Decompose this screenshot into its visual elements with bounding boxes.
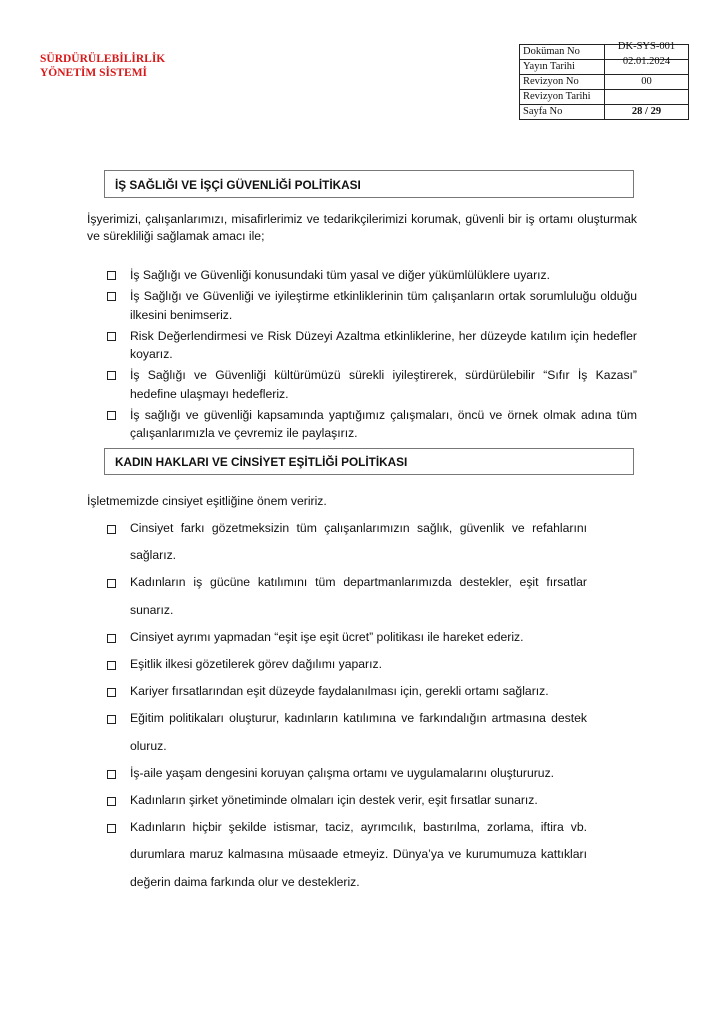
checkbox-bullet-icon [107,411,116,420]
checkbox-bullet-icon [107,271,116,280]
list-item: İş Sağlığı ve Güvenliği kültürümüzü sürekli iyileştirerek, sürdürülebilir “Sıfır İş Kazası” hedefine ulaşmayı hedefleriz. [107,366,637,403]
gender-intro-paragraph: İşletmemizde cinsiyet eşitliğine önem veririz. [87,494,327,508]
list-item: Kadınların şirket yönetiminde olmaları için destek verir, eşit fırsatlar sunarız. [107,787,587,814]
checkbox-bullet-icon [107,824,116,833]
checkbox-bullet-icon [107,525,116,534]
checkbox-bullet-icon [107,715,116,724]
doc-no-label: Doküman No [520,45,605,60]
revision-date-value [605,90,689,105]
checkbox-bullet-icon [107,661,116,670]
publish-date-row [520,60,689,75]
list-item: Kadınların hiçbir şekilde istismar, taciz, ayrımcılık, bastırılma, zorlama, iftira vb. durumlara maruz kalmasına müsaade etmeyiz. Dünya’ya ve kurumumuza kattıkları değerin daima farkında olur ve destekleriz. [107,814,587,896]
page-no-label: Sayfa No [520,105,605,120]
ohs-intro-paragraph: İşyerimizi, çalışanlarımızı, misafirlerimiz ve tedarikçilerimizi korumak, güvenli bir iş ortamı oluşturmak ve sürekliliği sağlamak amacı ile; [87,212,637,243]
list-item: Kadınların iş gücüne katılımını tüm departmanlarımızda destekler, eşit fırsatlar sunarız. [107,569,587,623]
checkbox-bullet-icon [107,797,116,806]
document-info-table [519,41,689,120]
section-title-gender-equality: KADIN HAKLARI VE CİNSİYET EŞİTLİĞİ POLİTİKASI [104,448,634,475]
list-item: Eşitlik ilkesi gözetilerek görev dağılımı yaparız. [107,651,587,678]
brand-line-2: YÖNETİM SİSTEMİ [40,67,148,79]
revision-no-label: Revizyon No [520,75,605,90]
doc-no-value: DK-SYS-001 [617,41,676,52]
list-item: İş Sağlığı ve Güvenliği konusundaki tüm yasal ve diğer yükümlülüklere uyarız. [107,266,637,285]
list-item: İş Sağlığı ve Güvenliği ve iyileştirme etkinliklerinin tüm çalışanların ortak sorumluluğu olduğu ilkesini benimseriz. [107,287,637,324]
checkbox-bullet-icon [107,688,116,697]
system-brand [40,52,165,80]
revision-no-row [520,75,689,90]
checkbox-bullet-icon [107,371,116,380]
list-item: Eğitim politikaları oluşturur, kadınların katılımına ve farkındalığın artmasına destek oluruz. [107,705,587,759]
list-item: İş sağlığı ve güvenliği kapsamında yaptığımız çalışmaları, öncü ve örnek olmak adına tüm çalışanlarımızla ve çevremiz ile paylaşırız. [107,406,637,443]
revision-date-label: Revizyon Tarihi [520,90,605,105]
checkbox-bullet-icon [107,292,116,301]
gender-policy-list [107,515,587,896]
checkbox-bullet-icon [107,332,116,341]
ohs-policy-list [107,266,637,445]
checkbox-bullet-icon [107,579,116,588]
publish-date-label: Yayın Tarihi [520,60,605,75]
list-item: İş-aile yaşam dengesini koruyan çalışma ortamı ve uygulamalarını oluştururuz. [107,760,587,787]
revision-date-row [520,90,689,105]
page-no-row [520,105,689,120]
list-item: Cinsiyet farkı gözetmeksizin tüm çalışanlarımızın sağlık, güvenlik ve refahlarını sağlarız. [107,515,587,569]
publish-date-value: 02.01.2024 [622,56,671,67]
list-item: Cinsiyet ayrımı yapmadan “eşit işe eşit ücret” politikası ile hareket ederiz. [107,624,587,651]
revision-no-value: 00 [605,75,689,90]
checkbox-bullet-icon [107,634,116,643]
list-item: Risk Değerlendirmesi ve Risk Düzeyi Azaltma etkinliklerine, her düzeyde katılım için hedefler koyarız. [107,327,637,364]
checkbox-bullet-icon [107,770,116,779]
section-title-ohs: İŞ SAĞLIĞI VE İŞÇİ GÜVENLİĞİ POLİTİKASI [104,170,634,198]
brand-line-1: SÜRDÜRÜLEBİLİRLİK [40,53,166,65]
list-item: Kariyer fırsatlarından eşit düzeyde faydalanılması için, gerekli ortamı sağlarız. [107,678,587,705]
page-no-value: 28 / 29 [605,105,689,120]
